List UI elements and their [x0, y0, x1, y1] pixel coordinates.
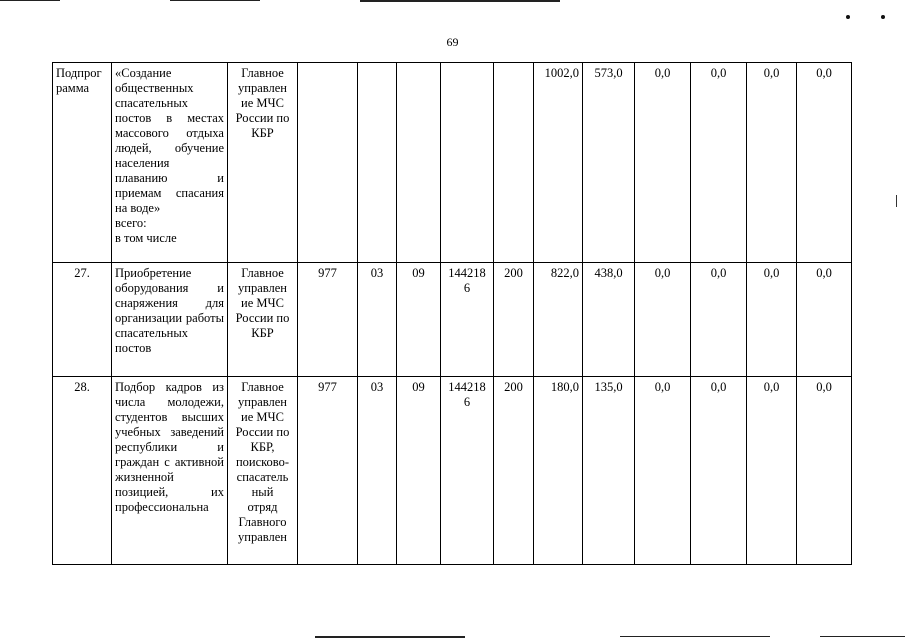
scan-dot: [881, 15, 885, 19]
year5-amount-cell: 0,0: [747, 63, 797, 263]
target-article-cell: [441, 63, 494, 263]
activity-name-cell: Приобретение оборудования и снаряжения для организации работы спасательных постов: [112, 263, 228, 377]
row-number-cell: 28.: [53, 377, 112, 565]
executor-cell: Главное управлен ие МЧС России по КБР, поисково- спасатель ный отряд Главного управлен: [228, 377, 298, 565]
row-number-cell: Подпрог рамма: [53, 63, 112, 263]
table-row: [53, 377, 852, 565]
year4-amount-cell: 0,0: [691, 377, 747, 565]
target-article-cell: 144218 6: [441, 263, 494, 377]
executor-cell: Главное управлен ие МЧС России по КБР: [228, 263, 298, 377]
grbs-cell: 977: [298, 377, 358, 565]
year6-amount-cell: 0,0: [797, 263, 852, 377]
budget-table: [52, 62, 852, 565]
activity-name-cell: Подбор кадров из числа молодежи, студентов высших учебных заведений республики и граждан с активной жизненной позицией, их профессиональна: [112, 377, 228, 565]
scan-dot: [846, 15, 850, 19]
scan-line-top-mid: [170, 0, 260, 1]
expense-type-cell: 200: [494, 377, 534, 565]
scan-line-bottom-right: [620, 636, 770, 637]
scan-line-top-right: [360, 0, 560, 2]
page-number: 69: [446, 35, 459, 49]
year1-amount-cell: 180,0: [534, 377, 583, 565]
row-number-cell: 27.: [53, 263, 112, 377]
year1-amount-cell: 1002,0: [534, 63, 583, 263]
target-article-cell: 144218 6: [441, 377, 494, 565]
year6-amount-cell: 0,0: [797, 377, 852, 565]
year3-amount-cell: 0,0: [635, 377, 691, 565]
year5-amount-cell: 0,0: [747, 263, 797, 377]
year6-amount-cell: 0,0: [797, 63, 852, 263]
year3-amount-cell: 0,0: [635, 263, 691, 377]
year2-amount-cell: 135,0: [583, 377, 635, 565]
expense-type-cell: 200: [494, 263, 534, 377]
section-cell: [358, 63, 397, 263]
subsection-cell: [397, 63, 441, 263]
year1-amount-cell: 822,0: [534, 263, 583, 377]
year4-amount-cell: 0,0: [691, 263, 747, 377]
grbs-cell: 977: [298, 263, 358, 377]
year2-amount-cell: 438,0: [583, 263, 635, 377]
scan-line-top-left: [0, 0, 60, 1]
table-row: [53, 63, 852, 263]
section-cell: 03: [358, 377, 397, 565]
scan-line-bottom-mid: [315, 636, 465, 638]
year3-amount-cell: 0,0: [635, 63, 691, 263]
grbs-cell: [298, 63, 358, 263]
expense-type-cell: [494, 63, 534, 263]
scan-line-bottom-far: [820, 636, 905, 637]
year2-amount-cell: 573,0: [583, 63, 635, 263]
section-cell: 03: [358, 263, 397, 377]
year5-amount-cell: 0,0: [747, 377, 797, 565]
table-row: [53, 263, 852, 377]
activity-name-cell: «Создание общественных спасательных постов в местах массового отдыха людей, обучение населения плаванию и приемам спасания на воде» всего: в том числе: [112, 63, 228, 263]
subsection-cell: 09: [397, 263, 441, 377]
scan-margin-mark: [896, 195, 897, 207]
executor-cell: Главное управлен ие МЧС России по КБР: [228, 63, 298, 263]
year4-amount-cell: 0,0: [691, 63, 747, 263]
subsection-cell: 09: [397, 377, 441, 565]
